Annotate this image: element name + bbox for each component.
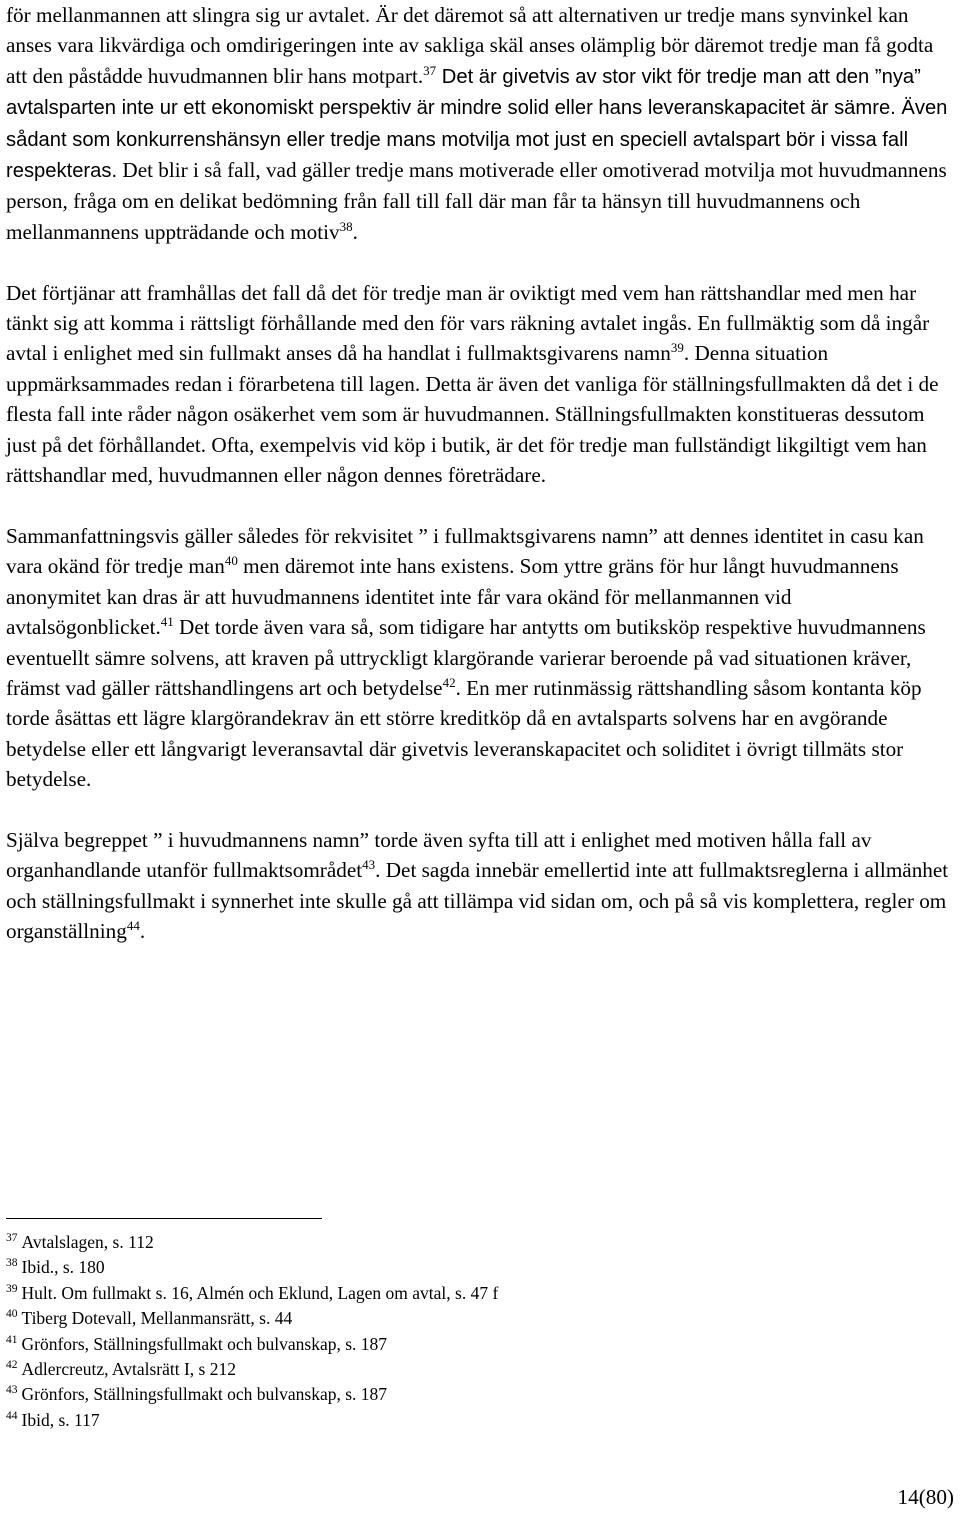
paragraph: [6, 0, 956, 247]
footnote-item: [6, 1332, 906, 1357]
footnotes: [6, 1230, 906, 1433]
footnote-number: 43: [6, 1384, 18, 1397]
footnote-separator: [6, 1218, 322, 1219]
footnote-reference: 41: [160, 614, 174, 630]
footnote-text: Tiberg Dotevall, Mellanmansrätt, s. 44: [21, 1308, 293, 1329]
text-run: .: [139, 919, 146, 944]
footnote-reference: 37: [423, 62, 437, 78]
footnote-text: Grönfors, Ställningsfullmakt och bulvanskap, s. 187: [21, 1384, 388, 1405]
footnote-reference: 40: [224, 553, 238, 569]
text-run: . En mer rutinmässig rättshandling såsom kontanta köp torde åsättas ett lägre klargörandekrav än ett större kreditköp då en avtalsparts solvens har en avgörande betydelse eller ett långvarigt leveransavtal där givetvis leveranskapacitet och soliditet i övrigt tillmäts stor betydelse.: [6, 675, 922, 792]
paragraph: [6, 278, 956, 491]
page-number: 14(80): [897, 1485, 954, 1509]
footnote-reference: 38: [339, 218, 353, 234]
footnote-item: [6, 1255, 906, 1280]
footnote-reference: 39: [670, 340, 684, 356]
footnote-number: 39: [6, 1282, 18, 1295]
text-run: Det förtjänar att framhållas det fall då det för tredje man är oviktigt med vem han rättshandlar med men har tänkt sig att komma i rättsligt förhållande med den för vars räkning avtalet ingås. En fullmäktig som då ingår avtal i enlighet med sin fullmakt anses då ha handlat i fullmaktsgivarens namn: [6, 280, 930, 366]
footnote-number: 37: [6, 1232, 18, 1244]
footnote-item: [6, 1306, 906, 1331]
footnote-text: Adlercreutz, Avtalsrätt I, s 212: [21, 1359, 236, 1380]
text-run: för mellanmannen att slingra sig ur avtalet. Är det däremot så att alternativen ur tredje mans synvinkel kan anses vara likvärdiga och omdirigeringen inte av sakliga skäl anses olämplig bör däremot tredje man få godta att den påstådde huvudmannen blir hans motpart.: [6, 3, 934, 88]
footnote-reference: 42: [442, 674, 456, 690]
footnote-text: Ibid., s. 180: [21, 1257, 105, 1278]
text-run: Själva begreppet ” i huvudmannens namn” torde även syfta till att i enlighet med motiven hålla fall av organhandlande utanför fullmaktsområdet: [6, 827, 872, 883]
text-run: . Det sagda innebär emellertid inte att fullmaktsreglerna i allmänhet och ställningsfullmakt i synnerhet inte skulle gå att tillämpa vid sidan om, och på så vis komplettera, regler om organställning: [6, 858, 949, 944]
footnote-text: Hult. Om fullmakt s. 16, Almén och Eklund, Lagen om avtal, s. 47 f: [21, 1282, 499, 1303]
footnote-number: 38: [6, 1257, 18, 1270]
text-run: .: [352, 219, 358, 244]
text-run: Det torde även vara så, som tidigare har antytts om butiksköp respektive huvudmannens eventuellt sämre solvens, att kraven på uttryckligt klargörande varierar beroende på vad situationen kräver, främst vad gäller rättshandlingens art och betydelse: [6, 615, 926, 700]
footnote-number: 44: [6, 1409, 18, 1422]
text-run: Det blir i så fall, vad gäller tredje mans motiverade eller omotiverad motvilja mot huvudmannens person, fråga om en delikat bedömning från fall till fall där man får ta hänsyn till huvudmannens och mellanmannens uppträdande och motiv: [6, 158, 947, 244]
footnote-number: 41: [6, 1333, 18, 1346]
text-run: Sammanfattningsvis gäller således för rekvisitet ” i fullmaktsgivarens namn” att dennes identitet in casu kan vara okänd för tredje man: [6, 523, 924, 579]
paragraph: [6, 521, 956, 795]
footnote-item: [6, 1281, 906, 1306]
text-run: men däremot inte hans existens. Som yttre gräns för hur långt huvudmannens anonymitet kan dras är att huvudmannens identitet inte får vara okänd för mellanmannen vid avtalsögonblicket.: [6, 554, 899, 640]
paragraph: [6, 825, 956, 947]
footnote-text: Ibid, s. 117: [21, 1409, 100, 1430]
footnote-number: 42: [6, 1359, 18, 1372]
footnote-item: [6, 1408, 906, 1433]
text-run: . Denna situation uppmärksammades redan i förarbetena till lagen. Detta är även det vanliga för ställningsfullmakten då det i de flesta fall inte råder någon osäkerhet vem som är huvudmannen. Ställningsfullmakten konstitueras dessutom just på det förhållandet. Ofta, exempelvis vid köp i butik, är det för tredje man fullständigt likgiltigt vem han rättshandlar med, huvudmannen eller någon dennes företrädare.: [6, 341, 939, 488]
footnote-text: Grönfors, Ställningsfullmakt och bulvanskap, s. 187: [21, 1333, 388, 1354]
footnote-reference: 43: [362, 857, 376, 873]
footnote-reference: 44: [126, 918, 140, 934]
footnote-number: 40: [6, 1308, 18, 1321]
footnote-item: [6, 1230, 906, 1255]
footnote-item: [6, 1382, 906, 1407]
text-run: Det är givetvis av stor vikt för tredje man att den ”nya” avtalsparten inte ur ett ekonomiskt perspektiv är mindre solid eller hans leveranskapacitet är sämre. Även sådant som konkurrenshänsyn eller tredje mans motvilja mot just en speciell avtalspart bör i vissa fall respekteras.: [6, 65, 948, 183]
footnote-text: Avtalslagen, s. 112: [21, 1232, 154, 1252]
body-text: [6, 0, 956, 947]
footnote-item: [6, 1357, 906, 1382]
